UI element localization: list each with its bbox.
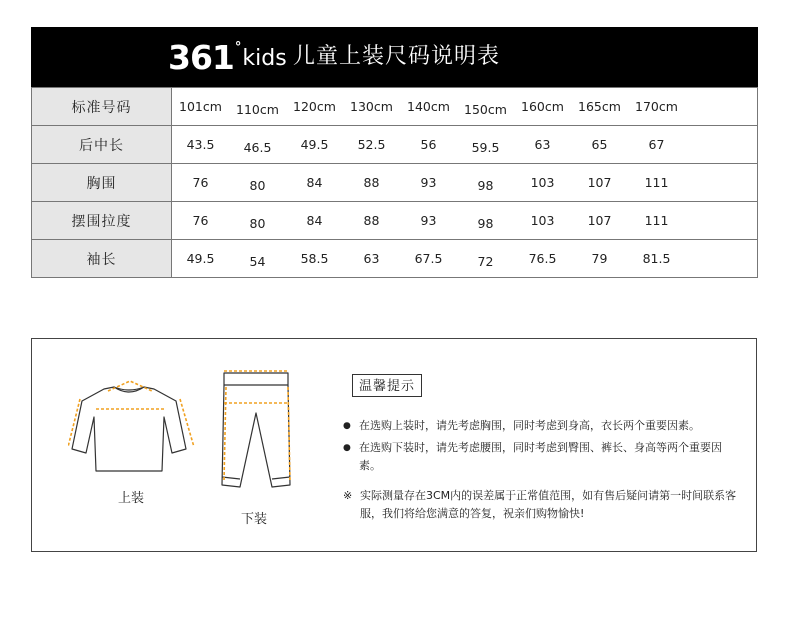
bottom-garment-diagram: [218, 369, 298, 499]
table-cell: 43.5: [172, 126, 230, 164]
size-table: [31, 87, 758, 278]
table-cell: 107: [571, 202, 628, 240]
table-cell: 88: [343, 202, 400, 240]
note-text: 实际测量存在3CM内的误差属于正常值范围，如有售后疑问请第一时间联系客服，我们将给您满意的答复，祝亲们购物愉快!: [360, 489, 737, 520]
table-cell: 58.5: [286, 240, 343, 278]
table-cell: 107: [571, 164, 628, 202]
tip-text: 在选购下装时，请先考虑腰围，同时考虑到臀围、裤长、身高等两个重要因素。: [359, 441, 722, 472]
row-header: 标准号码: [32, 88, 172, 126]
table-cell: 49.5: [172, 240, 230, 278]
table-row: [32, 88, 758, 126]
table-cell: 76.5: [514, 240, 571, 278]
table-cell: 150cm: [457, 88, 514, 126]
table-spacer: [685, 202, 758, 240]
table-cell: 54: [229, 240, 286, 278]
table-cell: 130cm: [343, 88, 400, 126]
table-cell: 170cm: [628, 88, 685, 126]
table-cell: 111: [628, 202, 685, 240]
table-cell: 67: [628, 126, 685, 164]
table-cell: 63: [343, 240, 400, 278]
table-cell: 84: [286, 202, 343, 240]
table-cell: 63: [514, 126, 571, 164]
table-cell: 46.5: [229, 126, 286, 164]
table-row: [32, 240, 758, 278]
table-spacer: [685, 240, 758, 278]
table-cell: 120cm: [286, 88, 343, 126]
bullet-icon: ●: [343, 443, 351, 453]
top-garment-diagram: [68, 379, 198, 479]
table-cell: 111: [628, 164, 685, 202]
tip-text: 在选购上装时，请先考虑胸围，同时考虑到身高，衣长两个重要因素。: [359, 419, 700, 432]
table-cell: 80: [229, 164, 286, 202]
table-spacer: [685, 164, 758, 202]
header-bar: [31, 27, 758, 87]
table-cell: 93: [400, 164, 457, 202]
table-cell: 67.5: [400, 240, 457, 278]
table-cell: 93: [400, 202, 457, 240]
table-cell: 52.5: [343, 126, 400, 164]
tip-item: [343, 439, 743, 475]
bullet-icon: ●: [343, 421, 351, 431]
table-spacer: [685, 88, 758, 126]
table-cell: 56: [400, 126, 457, 164]
tips-badge: 温馨提示: [352, 374, 422, 397]
page-title: 儿童上装尺码说明表: [293, 44, 501, 69]
table-cell: 59.5: [457, 126, 514, 164]
table-row: [32, 126, 758, 164]
table-row: [32, 164, 758, 202]
table-cell: 101cm: [172, 88, 230, 126]
table-cell: 79: [571, 240, 628, 278]
table-cell: 65: [571, 126, 628, 164]
brand-logo: [168, 37, 287, 77]
logo-degree: °: [234, 40, 242, 55]
table-cell: 76: [172, 202, 230, 240]
logo-number: 361: [168, 38, 234, 77]
tip-note: [343, 487, 743, 523]
row-header: 胸围: [32, 164, 172, 202]
table-cell: 140cm: [400, 88, 457, 126]
table-cell: 49.5: [286, 126, 343, 164]
table-cell: 110cm: [229, 88, 286, 126]
table-spacer: [685, 126, 758, 164]
table-row: [32, 202, 758, 240]
table-cell: 84: [286, 164, 343, 202]
table-cell: 76: [172, 164, 230, 202]
table-cell: 72: [457, 240, 514, 278]
table-cell: 165cm: [571, 88, 628, 126]
bottom-caption: 下装: [241, 512, 268, 527]
row-header: 后中长: [32, 126, 172, 164]
table-cell: 98: [457, 164, 514, 202]
row-header: 袖长: [32, 240, 172, 278]
table-cell: 103: [514, 164, 571, 202]
row-header: 摆围拉度: [32, 202, 172, 240]
table-cell: 80: [229, 202, 286, 240]
logo-kids: kids: [242, 46, 287, 71]
table-cell: 81.5: [628, 240, 685, 278]
top-caption: 上装: [118, 491, 145, 506]
table-cell: 103: [514, 202, 571, 240]
tips-panel: [31, 338, 757, 552]
note-mark-icon: ※: [343, 489, 353, 502]
table-cell: 88: [343, 164, 400, 202]
table-cell: 160cm: [514, 88, 571, 126]
table-cell: 98: [457, 202, 514, 240]
tip-item: [343, 417, 743, 435]
